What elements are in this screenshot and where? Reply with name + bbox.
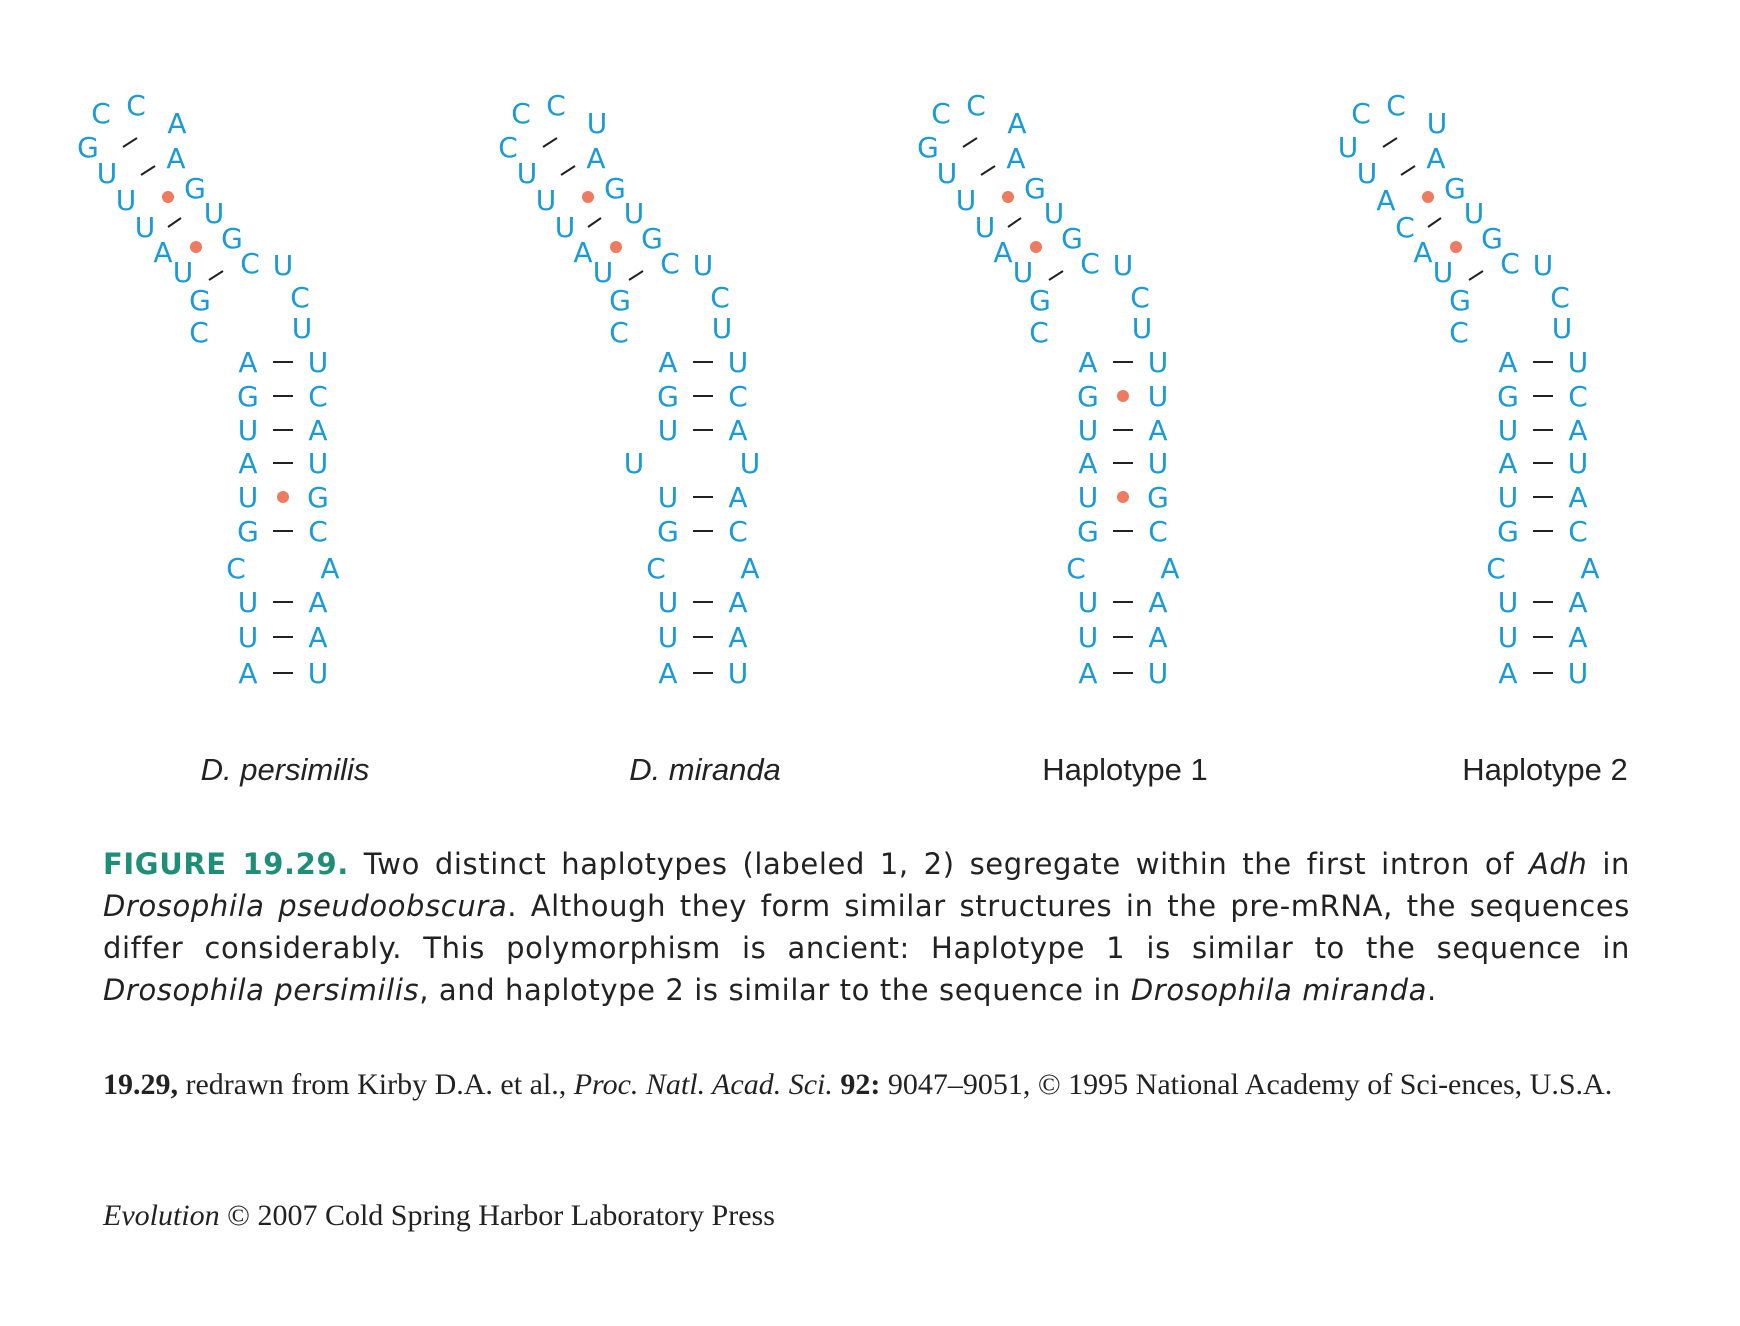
nt-helix: A xyxy=(1376,184,1396,217)
nt-loop: U xyxy=(1043,197,1065,230)
nt-loop: U xyxy=(203,197,225,230)
publisher-book-title: Evolution xyxy=(103,1199,220,1232)
nt-stem-right: C xyxy=(728,380,748,413)
s1-helix-bond-line xyxy=(588,218,601,227)
nt-loop: A xyxy=(1426,142,1446,175)
nt-helix: U xyxy=(516,157,538,190)
nt-stem-right: U xyxy=(727,657,749,690)
s2-stem-gu-dot xyxy=(1117,491,1129,503)
nt-helix: A xyxy=(153,236,173,269)
s0-helix-gu-dot xyxy=(162,191,174,203)
nt-loop: U xyxy=(1131,312,1153,345)
structure-label: Haplotype 2 xyxy=(1462,752,1628,787)
nt-stem-left: A xyxy=(658,657,678,690)
nt-stem-upper: C xyxy=(609,316,629,349)
nt-stem-right: C xyxy=(1568,380,1588,413)
nt-loop: G xyxy=(1444,172,1466,205)
nt-stem-right: C xyxy=(1148,515,1168,548)
nt-stem-right: A xyxy=(728,481,748,514)
caption-text-4: , and haplotype 2 is similar to the sequence in xyxy=(419,973,1131,1007)
nt-helix: A xyxy=(573,236,593,269)
nt-stem-left: U xyxy=(657,586,679,619)
nt-stem-left: U xyxy=(657,414,679,447)
nt-loop: C xyxy=(126,89,146,122)
nt-helix: U xyxy=(134,211,156,244)
nt-stem-left: A xyxy=(658,346,678,379)
nt-stem-right: U xyxy=(1147,447,1169,480)
nt-helix: G xyxy=(917,131,939,164)
nt-stem-right: U xyxy=(727,346,749,379)
nt-stem-right: C xyxy=(308,515,328,548)
nt-helix: U xyxy=(115,184,137,217)
nt-stem-left: A xyxy=(238,447,258,480)
nt-loop: C xyxy=(1351,97,1371,130)
nt-loop: G xyxy=(641,222,663,255)
nt-stem-left: A xyxy=(1498,447,1518,480)
nt-loop: C xyxy=(290,281,310,314)
s3-helix-gu-dot xyxy=(1422,191,1434,203)
nt-loop: C xyxy=(931,97,951,130)
nt-stem-left: U xyxy=(237,481,259,514)
s1-helix-bond-line xyxy=(561,166,575,175)
nt-stem-left: C xyxy=(226,552,246,585)
caption-italic-1: Adh xyxy=(1528,847,1588,881)
nt-loop: C xyxy=(546,89,566,122)
nt-stem-right: A xyxy=(1568,621,1588,654)
nt-loop: U xyxy=(272,249,294,282)
nt-loop: C xyxy=(1130,281,1150,314)
nt-loop: A xyxy=(1006,142,1026,175)
nt-stem-left: U xyxy=(1497,414,1519,447)
nt-helix: C xyxy=(1395,211,1415,244)
s2-stem-gu-dot xyxy=(1117,390,1129,402)
nt-helix: G xyxy=(77,131,99,164)
nt-loop: C xyxy=(1500,247,1520,280)
structure-label: D. miranda xyxy=(629,752,781,787)
nt-loop: C xyxy=(91,97,111,130)
nt-helix: U xyxy=(936,157,958,190)
nt-stem-right: U xyxy=(307,447,329,480)
nt-stem-right: A xyxy=(308,586,328,619)
nt-stem-right: U xyxy=(1567,447,1589,480)
nt-stem-left: G xyxy=(657,380,679,413)
nt-stem-left: U xyxy=(1497,481,1519,514)
nt-stem-left: U xyxy=(237,414,259,447)
s1-helix-bond-line xyxy=(543,138,557,147)
nt-loop: C xyxy=(966,89,986,122)
nt-helix: U xyxy=(1356,157,1378,190)
nt-helix: U xyxy=(554,211,576,244)
s3-helix-bond-line xyxy=(1469,271,1483,280)
nt-helix: U xyxy=(1337,131,1359,164)
nt-stem-right: C xyxy=(1568,515,1588,548)
nt-helix: U xyxy=(592,256,614,289)
nt-stem-right: C xyxy=(728,515,748,548)
credit-figure-number: 19.29, xyxy=(103,1068,178,1101)
nt-helix: U xyxy=(974,211,996,244)
nt-stem-right: U xyxy=(1147,346,1169,379)
nt-stem-upper: G xyxy=(1449,284,1471,317)
s1-helix-bond-line xyxy=(629,271,643,280)
nt-loop: U xyxy=(1426,107,1448,140)
nt-stem-left: G xyxy=(237,515,259,548)
nt-stem-right: A xyxy=(308,621,328,654)
nt-stem-upper: G xyxy=(189,284,211,317)
s1-helix-gu-dot xyxy=(610,241,622,253)
nt-helix: A xyxy=(993,236,1013,269)
nt-stem-left: A xyxy=(238,346,258,379)
nt-stem-right: G xyxy=(307,481,329,514)
nt-stem-left: G xyxy=(237,380,259,413)
credit-text-3: 9047–9051, © 1995 National Academy of Sci-ences, U.S.A. xyxy=(880,1068,1613,1101)
nt-stem-left: C xyxy=(646,552,666,585)
nt-stem-right: C xyxy=(308,380,328,413)
nt-helix: U xyxy=(955,184,977,217)
s2-helix-bond-line xyxy=(963,138,977,147)
nt-stem-upper: C xyxy=(189,316,209,349)
s0-helix-bond-line xyxy=(168,218,181,227)
nt-stem-left: A xyxy=(1078,657,1098,690)
publisher-line xyxy=(103,1194,1630,1238)
nt-stem-right: A xyxy=(740,552,760,585)
nt-stem-right: A xyxy=(320,552,340,585)
s3-helix-bond-line xyxy=(1401,166,1415,175)
nt-stem-right: A xyxy=(728,414,748,447)
nt-stem-left: A xyxy=(1078,346,1098,379)
nt-helix: A xyxy=(1413,236,1433,269)
nt-stem-right: U xyxy=(739,447,761,480)
nt-stem-right: A xyxy=(1568,586,1588,619)
nt-stem-right: A xyxy=(1568,481,1588,514)
nt-stem-left: C xyxy=(1066,552,1086,585)
s2-helix-gu-dot xyxy=(1002,191,1014,203)
nt-stem-left: A xyxy=(1498,346,1518,379)
source-credit xyxy=(103,1063,1630,1107)
caption-text-2: in xyxy=(1587,847,1630,881)
s0-helix-bond-line xyxy=(209,271,223,280)
s0-helix-gu-dot xyxy=(190,241,202,253)
nt-stem-right: A xyxy=(308,414,328,447)
nt-stem-upper: C xyxy=(1029,316,1049,349)
nt-loop: G xyxy=(1061,222,1083,255)
nt-stem-left: G xyxy=(1077,380,1099,413)
credit-volume: 92: xyxy=(840,1068,881,1101)
nt-loop: U xyxy=(711,312,733,345)
s3-helix-bond-line xyxy=(1383,138,1397,147)
nt-loop: U xyxy=(291,312,313,345)
nt-loop: G xyxy=(221,222,243,255)
structure-label: D. persimilis xyxy=(200,752,370,787)
nt-loop: C xyxy=(1080,247,1100,280)
nt-stem-upper: C xyxy=(1449,316,1469,349)
nt-stem-right: A xyxy=(1148,586,1168,619)
nt-stem-left: G xyxy=(1497,380,1519,413)
s2-helix-bond-line xyxy=(1008,218,1021,227)
caption-italic-2: Drosophila pseudoobscura xyxy=(103,889,508,923)
nt-loop: A xyxy=(166,142,186,175)
nt-helix: U xyxy=(1012,256,1034,289)
nt-loop: G xyxy=(604,172,626,205)
nt-stem-right: A xyxy=(1580,552,1600,585)
nt-loop: C xyxy=(660,247,680,280)
nt-loop: A xyxy=(586,142,606,175)
nt-stem-right: G xyxy=(1147,481,1169,514)
nt-stem-right: A xyxy=(1148,621,1168,654)
caption-italic-4: Drosophila miranda xyxy=(1130,973,1427,1007)
publisher-text: © 2007 Cold Spring Harbor Laboratory Press xyxy=(219,1199,775,1232)
nt-stem-left: G xyxy=(1077,515,1099,548)
nt-stem-right: U xyxy=(1567,346,1589,379)
nt-stem-right: A xyxy=(1160,552,1180,585)
s1-helix-gu-dot xyxy=(582,191,594,203)
nt-stem-left: U xyxy=(623,447,645,480)
nt-stem-left: U xyxy=(1077,621,1099,654)
nt-stem-right: U xyxy=(307,346,329,379)
nt-stem-left: U xyxy=(237,586,259,619)
figure-label: FIGURE 19.29. xyxy=(103,847,349,881)
nt-stem-left: U xyxy=(1497,621,1519,654)
nt-loop: G xyxy=(184,172,206,205)
nt-loop: U xyxy=(586,107,608,140)
nt-stem-left: C xyxy=(1486,552,1506,585)
nt-loop: A xyxy=(1007,107,1027,140)
nt-loop: U xyxy=(1551,312,1573,345)
nt-loop: C xyxy=(710,281,730,314)
nt-stem-right: U xyxy=(1147,657,1169,690)
nt-stem-right: A xyxy=(728,586,748,619)
nt-stem-upper: G xyxy=(1029,284,1051,317)
credit-text-1: redrawn from Kirby D.A. et al., xyxy=(178,1068,574,1101)
nt-stem-left: U xyxy=(1077,414,1099,447)
s0-helix-bond-line xyxy=(141,166,155,175)
nt-loop: G xyxy=(1481,222,1503,255)
nt-loop: C xyxy=(511,97,531,130)
nt-helix: C xyxy=(498,131,518,164)
nt-helix: U xyxy=(96,157,118,190)
s2-helix-bond-line xyxy=(981,166,995,175)
s2-helix-gu-dot xyxy=(1030,241,1042,253)
s0-stem-gu-dot xyxy=(277,491,289,503)
nt-stem-right: U xyxy=(1567,657,1589,690)
nt-stem-left: G xyxy=(1497,515,1519,548)
nt-stem-right: A xyxy=(1568,414,1588,447)
nt-stem-left: U xyxy=(1077,481,1099,514)
nt-loop: A xyxy=(167,107,187,140)
nt-stem-right: A xyxy=(728,621,748,654)
nt-loop: G xyxy=(1024,172,1046,205)
s3-helix-bond-line xyxy=(1428,218,1441,227)
nt-stem-left: U xyxy=(237,621,259,654)
caption-text-1: Two distinct haplotypes (labeled 1, 2) segregate within the first intron of xyxy=(348,847,1529,881)
nt-loop: U xyxy=(692,249,714,282)
nt-stem-left: U xyxy=(657,481,679,514)
nt-stem-left: A xyxy=(1498,657,1518,690)
nt-helix: U xyxy=(1432,256,1454,289)
nt-stem-right: U xyxy=(1147,380,1169,413)
nt-loop: U xyxy=(1463,197,1485,230)
nt-stem-left: U xyxy=(657,621,679,654)
nt-loop: U xyxy=(1112,249,1134,282)
nt-loop: C xyxy=(1550,281,1570,314)
s3-helix-gu-dot xyxy=(1450,241,1462,253)
figure-caption xyxy=(103,843,1630,1011)
nt-stem-left: A xyxy=(238,657,258,690)
nt-stem-left: G xyxy=(657,515,679,548)
nt-helix: U xyxy=(535,184,557,217)
nt-loop: C xyxy=(1386,89,1406,122)
nt-stem-left: A xyxy=(1078,447,1098,480)
nt-stem-right: U xyxy=(307,657,329,690)
nt-stem-right: A xyxy=(1148,414,1168,447)
credit-journal: Proc. Natl. Acad. Sci. xyxy=(573,1068,833,1101)
nt-stem-left: U xyxy=(1077,586,1099,619)
nt-loop: U xyxy=(623,197,645,230)
caption-italic-3: Drosophila persimilis xyxy=(103,973,420,1007)
s0-helix-bond-line xyxy=(123,138,137,147)
nt-stem-left: U xyxy=(1497,586,1519,619)
structure-label: Haplotype 1 xyxy=(1042,752,1208,787)
caption-text-3: . Although they form similar structures in the pre-mRNA, the sequences differ considerably. This polymorphism is ancient: Haplotype 1 is similar to the sequence in xyxy=(103,889,1630,965)
s2-helix-bond-line xyxy=(1049,271,1063,280)
nt-stem-upper: G xyxy=(609,284,631,317)
caption-text-5: . xyxy=(1426,973,1437,1007)
nt-loop: C xyxy=(240,247,260,280)
nt-helix: U xyxy=(172,256,194,289)
nt-loop: U xyxy=(1532,249,1554,282)
